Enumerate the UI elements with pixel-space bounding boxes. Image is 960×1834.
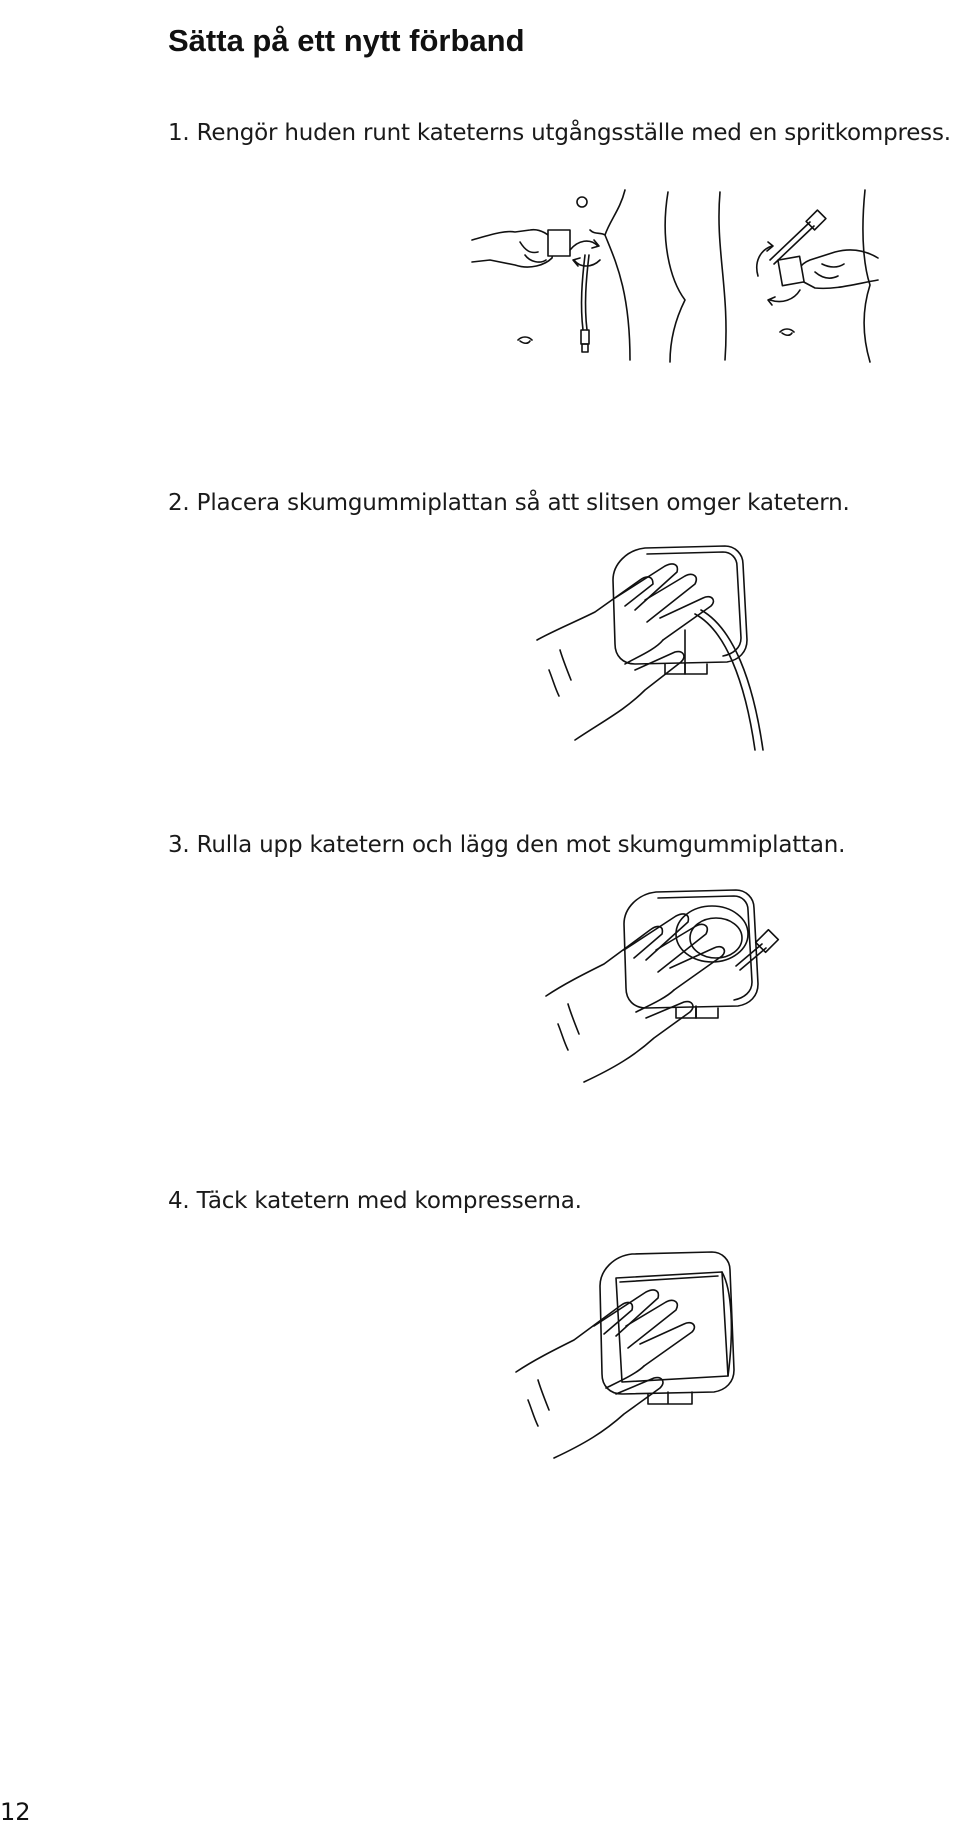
step-3-illustration (540, 886, 810, 1096)
step-3-text: 3. Rulla upp katetern och lägg den mot skumgummiplattan. (168, 832, 846, 858)
step-4-text: 4. Täck katetern med kompresserna. (168, 1188, 582, 1214)
step-2-illustration (535, 540, 805, 760)
step-4-illustration (512, 1250, 782, 1480)
step-1-illustration (470, 180, 880, 370)
step-1-text: 1. Rengör huden runt kateterns utgångsställe med en spritkompress. (168, 120, 951, 146)
page-number: 12 (0, 1798, 31, 1826)
step-2-text: 2. Placera skumgummiplattan så att slitsen omger katetern. (168, 490, 850, 516)
page-title: Sätta på ett nytt förband (168, 22, 525, 58)
